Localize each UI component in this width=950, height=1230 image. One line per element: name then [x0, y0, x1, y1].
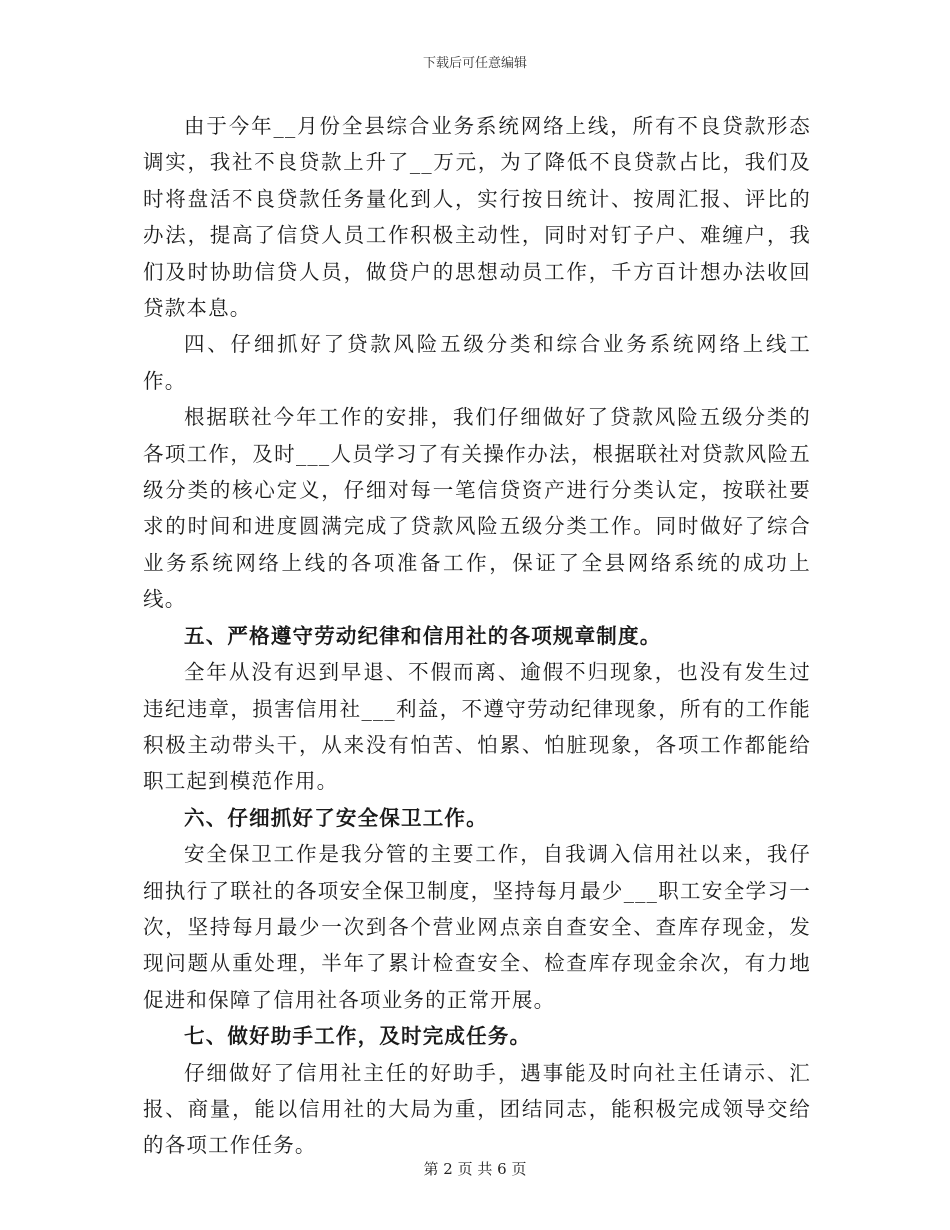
paragraph-security: 安全保卫工作是我分管的主要工作，自我调入信用社以来，我仔细执行了联社的各项安全保卫制度，坚持每月最少___职工安全学习一次，坚持每月最少一次到各个营业网点亲自查安全、查库存现金，发现问题从重处理，半年了累计检查安全、检查库存现金余次，有力地促进和保障了信用社各项业务的正常开展。	[143, 842, 811, 1012]
document-body	[143, 108, 811, 1164]
paragraph-assistant: 仔细做好了信用社主任的好助手，遇事能及时向社主任请示、汇报、商量，能以信用社的大局为重，团结同志，能积极完成领导交给的各项工作任务。	[143, 1060, 811, 1158]
heading-six-security: 六、仔细抓好了安全保卫工作。	[184, 805, 488, 830]
paragraph-loan-recovery: 由于今年__月份全县综合业务系统网络上线，所有不良贷款形态调实，我社不良贷款上升了__万元，为了降低不良贷款占比，我们及时将盘活不良贷款任务量化到人，实行按日统计、按周汇报、评比的办法，提高了信贷人员工作积极主动性，同时对钉子户、难缠户，我们及时协助信贷人员，做贷户的思想动员工作，千方百计想办法收回贷款本息。	[143, 114, 811, 321]
heading-seven-assistant: 七、做好助手工作，及时完成任务。	[184, 1024, 532, 1049]
paragraph-loan-classification: 根据联社今年工作的安排，我们仔细做好了贷款风险五级分类的各项工作，及时___人员学习了有关操作办法，根据联社对贷款风险五级分类的核心定义，仔细对每一笔信贷资产进行分类认定，按联社要求的时间和进度圆满完成了贷款风险五级分类工作。同时做好了综合业务系统网络上线的各项准备工作，保证了全县网络系统的成功上线。	[143, 405, 811, 612]
heading-four-loan-classification: 四、仔细抓好了贷款风险五级分类和综合业务系统网络上线工作。	[143, 332, 811, 393]
page-number: 第 2 页 共 6 页	[423, 1160, 527, 1178]
heading-five-discipline: 五、严格遵守劳动纪律和信用社的各项规章制度。	[184, 623, 662, 648]
paragraph-discipline: 全年从没有迟到早退、不假而离、逾假不归现象，也没有发生过违纪违章，损害信用社___利益，不遵守劳动纪律现象，所有的工作能积极主动带头干，从来没有怕苦、怕累、怕脏现象，各项工作都能给职工起到模范作用。	[143, 660, 811, 794]
page-header: 下载后可任意编辑	[422, 56, 527, 71]
